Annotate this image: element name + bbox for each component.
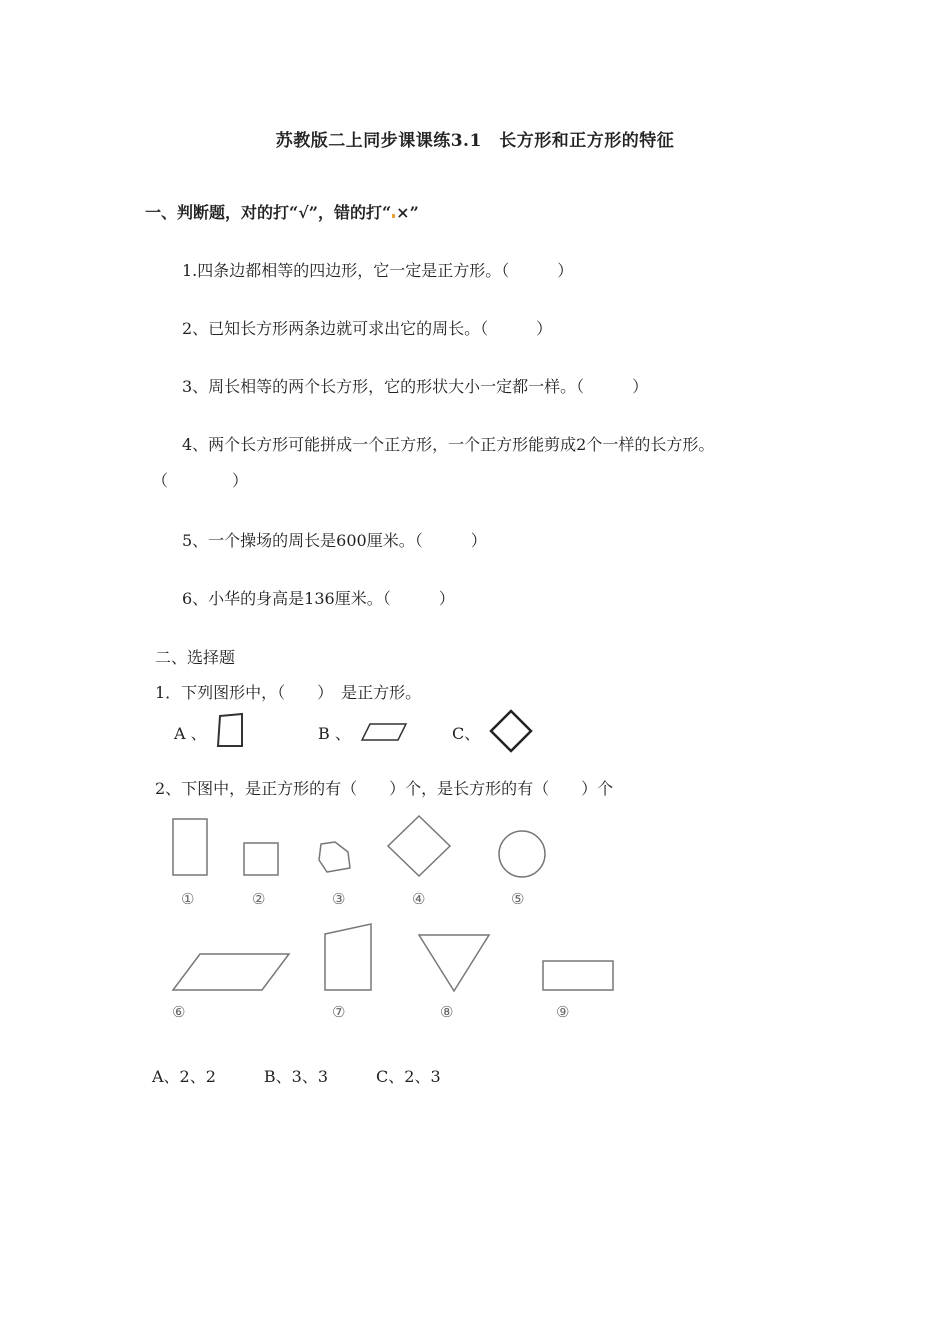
heading-part: ”，错的打“ bbox=[308, 203, 392, 222]
shape-label-5: ⑤ bbox=[511, 890, 525, 908]
option-c-label: C、 bbox=[452, 724, 481, 743]
choice-q2: 2、下图中，是正方形的有（ ）个，是长方形的有（ ）个 bbox=[155, 779, 614, 798]
shape-label-3: ③ bbox=[332, 890, 346, 908]
judge-item-4: 4、两个长方形可能拼成一个正方形，一个正方形能剪成2个一样的长方形。 bbox=[182, 435, 715, 454]
option-a-label: A 、 bbox=[174, 724, 207, 743]
shape-3-blob-icon bbox=[315, 838, 355, 878]
shape-label-6: ⑥ bbox=[172, 1003, 186, 1021]
shape-5-circle-icon bbox=[498, 830, 548, 880]
shape-6-parallelogram-icon bbox=[172, 952, 292, 992]
shape-9-rectangle-icon bbox=[542, 960, 616, 992]
check-mark: √ bbox=[298, 203, 309, 222]
section2-heading: 二、选择题 bbox=[155, 648, 236, 667]
shape-label-4: ④ bbox=[412, 890, 426, 908]
shape-label-8: ⑧ bbox=[440, 1003, 454, 1021]
shape-label-2: ② bbox=[252, 890, 266, 908]
section1-heading bbox=[145, 200, 419, 223]
option-c-diamond-icon bbox=[489, 709, 533, 753]
shape-1-rectangle-icon bbox=[172, 818, 210, 878]
choice-q1: 1．下列图形中，（ ） 是正方形。 bbox=[155, 683, 422, 702]
judge-item-6: 6、小华的身高是136厘米。（ ） bbox=[182, 589, 455, 608]
cross-mark: × bbox=[396, 203, 410, 222]
shape-label-1: ① bbox=[181, 890, 195, 908]
judge-item-4-blank: （ ） bbox=[152, 471, 249, 490]
option-b-label: B 、 bbox=[318, 724, 351, 743]
heading-part: 一、判断题，对的打“ bbox=[145, 203, 299, 222]
shape-2-square-icon bbox=[243, 842, 281, 878]
judge-item-3: 3、周长相等的两个长方形，它的形状大小一定都一样。（ ） bbox=[182, 377, 649, 396]
shape-label-9: ⑨ bbox=[556, 1003, 570, 1021]
orange-dot bbox=[392, 214, 395, 218]
shape-4-diamond-icon bbox=[386, 814, 452, 878]
shape-7-trapezoid-icon bbox=[323, 922, 375, 992]
shape-8-triangle-icon bbox=[417, 933, 491, 993]
option-b-parallelogram-icon bbox=[360, 720, 410, 744]
option-a-trapezoid-icon bbox=[214, 712, 246, 748]
judge-item-5: 5、一个操场的周长是600厘米。（ ） bbox=[182, 531, 487, 550]
judge-item-2: 2、已知长方形两条边就可求出它的周长。（ ） bbox=[182, 319, 553, 338]
judge-item-1: 1.四条边都相等的四边形，它一定是正方形。（ ） bbox=[182, 261, 574, 280]
heading-part: ” bbox=[409, 203, 419, 222]
page-title: 苏教版二上同步课课练3.1 长方形和正方形的特征 bbox=[275, 131, 675, 151]
q2-answer-options: A、2、2 B、3、3 C、2、3 bbox=[152, 1067, 441, 1086]
shape-label-7: ⑦ bbox=[332, 1003, 346, 1021]
